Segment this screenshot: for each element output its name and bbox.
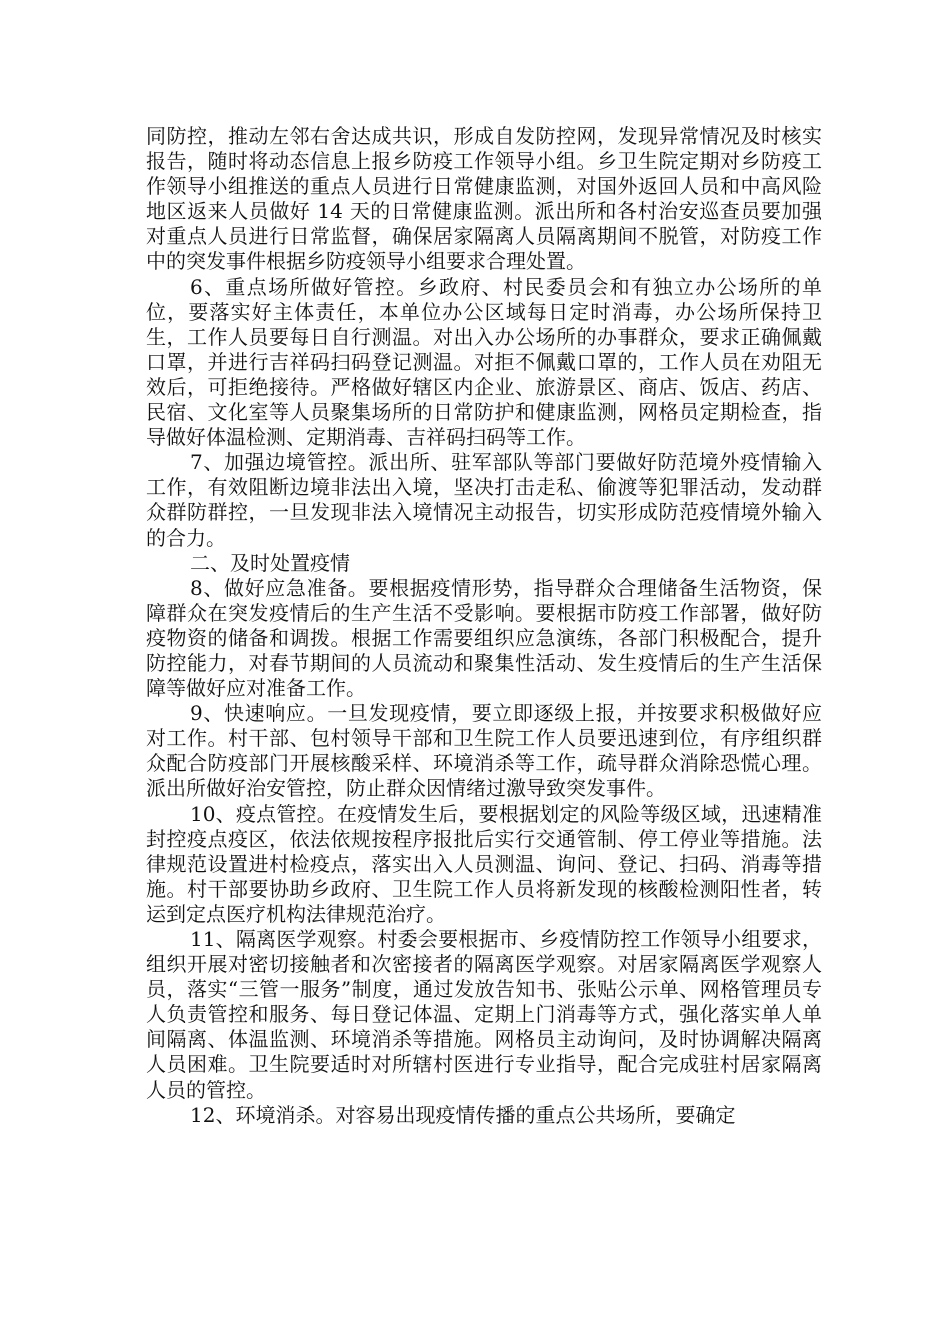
paragraph-item-12: 12、环境消杀。对容易出现疫情传播的重点公共场所，要确定: [190, 1102, 736, 1127]
paragraph-item-8: 8、做好应急准备。要根据疫情形势，指导群众合理储备生活物资，保障群众在突发疫情后的生产生活不受影响。要根据市防疫工作部署，做好防疫物资的储备和调拨。根据工作需要组织应急演练，各部门积极配合，提升防控能力，对春节期间的人员流动和聚集性活动、发生疫情后的生产生活保障等做好应对准备工作。: [146, 575, 822, 701]
paragraph-item-10: 10、疫点管控。在疫情发生后，要根据划定的风险等级区域，迅速精准封控疫点疫区，依法依规按程序报批后实行交通管制、停工停业等措施。法律规范设置进村检疫点，落实出入人员测温、询问、登记、扫码、消毒等措施。村干部要协助乡政府、卫生院工作人员将新发现的核酸检测阳性者，转运到定点医疗机构法律规范治疗。: [146, 801, 822, 926]
paragraph-item-7: 7、加强边境管控。派出所、驻军部队等部门要做好防范境外疫情输入工作，有效阻断边境非法出入境，坚决打击走私、偷渡等犯罪活动，发动群众群防群控，一旦发现非法入境情况主动报告，切实形成防范疫情境外输入的合力。: [146, 450, 822, 550]
document-body: [146, 124, 822, 1128]
paragraph-continued: 同防控，推动左邻右舍达成共识，形成自发防控网，发现异常情况及时核实报告，随时将动态信息上报乡防疫工作领导小组。乡卫生院定期对乡防疫工作领导小组推送的重点人员进行日常健康监测，对国外返回人员和中高风险地区返来人员做好 14 天的日常健康监测。派出所和各村治安巡查员要加强对重点人员进行日常监督，确保居家隔离人员隔离期间不脱管，对防疫工作中的突发事件根据乡防疫领导小组要求合理处置。: [146, 124, 822, 274]
paragraph-item-11: 11、隔离医学观察。村委会要根据市、乡疫情防控工作领导小组要求，组织开展对密切接触者和次密接者的隔离医学观察。对居家隔离医学观察人员，落实“三管一服务”制度，通过发放告知书、张贴公示单、网格管理员专人负责管控和服务、每日登记体温、定期上门消毒等方式，强化落实单人单间隔离、体温监测、环境消杀等措施。网格员主动询问，及时协调解决隔离人员困难。卫生院要适时对所辖村医进行专业指导，配合完成驻村居家隔离人员的管控。: [146, 927, 822, 1102]
paragraph-item-9: 9、快速响应。一旦发现疫情，要立即逐级上报，并按要求积极做好应对工作。村干部、包村领导干部和卫生院工作人员要迅速到位，有序组织群众配合防疫部门开展核酸采样、环境消杀等工作，疏导群众消除恐慌心理。派出所做好治安管控，防止群众因情绪过激导致突发事件。: [146, 701, 822, 801]
section-heading-2: 二、及时处置疫情: [190, 550, 350, 575]
paragraph-item-6: 6、重点场所做好管控。乡政府、村民委员会和有独立办公场所的单位，要落实好主体责任，本单位办公区域每日定时消毒，办公场所保持卫生，工作人员要每日自行测温。对出入办公场所的办事群众，要求正确佩戴口罩，并进行吉祥码扫码登记测温。对拒不佩戴口罩的，工作人员在劝阻无效后，可拒绝接待。严格做好辖区内企业、旅游景区、商店、饭店、药店、民宿、文化室等人员聚集场所的日常防护和健康监测，网格员定期检查，指导做好体温检测、定期消毒、吉祥码扫码等工作。: [146, 274, 822, 450]
